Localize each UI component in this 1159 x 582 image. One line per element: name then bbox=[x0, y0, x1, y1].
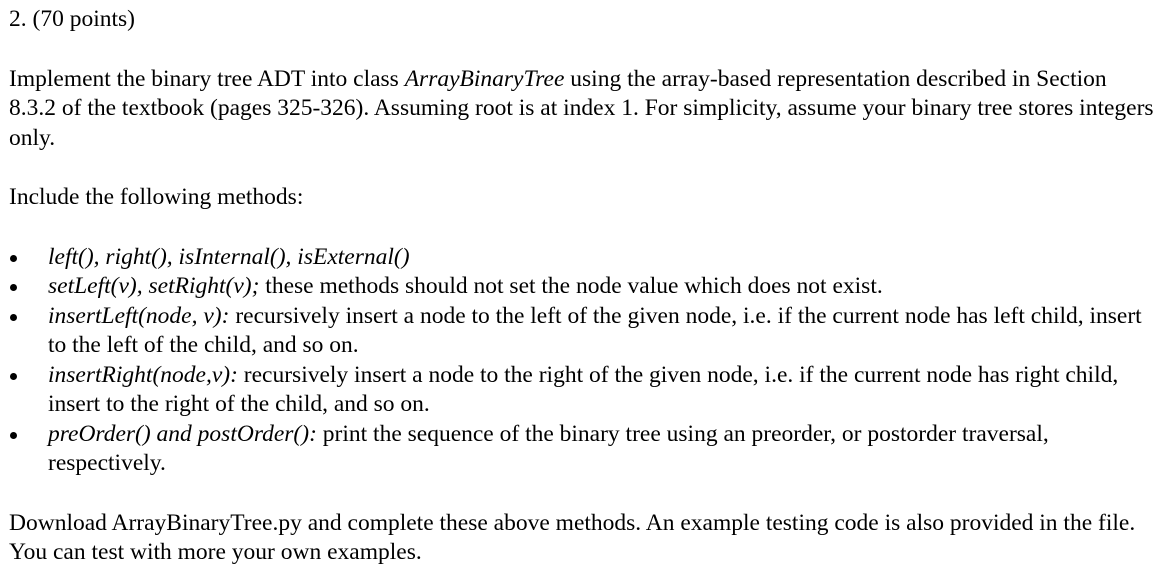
method-signature: left(), right(), isInternal(), isExternal() bbox=[48, 243, 410, 270]
intro-text-1: Implement the binary tree ADT into class bbox=[9, 65, 405, 92]
bullet-icon bbox=[10, 373, 17, 380]
method-description: these methods should not set the node value which does not exist. bbox=[259, 273, 883, 299]
question-heading: 2. (70 points) bbox=[9, 6, 135, 32]
list-item bbox=[9, 420, 1159, 479]
method-description: recursively insert a node to the right of the given node, i.e. if the current node has right child, insert to the right of the child, and so on. bbox=[48, 361, 1119, 417]
include-label: Include the following methods: bbox=[9, 184, 304, 210]
list-item bbox=[9, 361, 1159, 420]
list-item bbox=[9, 243, 1159, 273]
bullet-icon bbox=[10, 432, 17, 439]
method-description: print the sequence of the binary tree using an preorder, or postorder traversal, respectively. bbox=[48, 420, 1049, 476]
method-signature: preOrder() and postOrder(): bbox=[48, 420, 317, 447]
method-signature: insertLeft(node, v): bbox=[48, 302, 230, 329]
method-signature: insertRight(node,v): bbox=[48, 361, 238, 388]
method-signature: setLeft(v), setRight(v); bbox=[48, 273, 260, 299]
download-paragraph: Download ArrayBinaryTree.py and complete these above methods. An example testing code is also provided in the file. You can test with more your own examples. bbox=[9, 509, 1136, 565]
bullet-icon bbox=[10, 255, 17, 262]
bullet-icon bbox=[10, 284, 17, 291]
list-item bbox=[9, 302, 1159, 361]
methods-list bbox=[9, 243, 1159, 479]
intro-text-2: using the array-based representation described in Section 8.3.2 of the textbook (pages 325-326). Assuming root is at index 1. For simplicity, assume your binary tree stores integers only. bbox=[9, 65, 1154, 151]
method-description: recursively insert a node to the left of the given node, i.e. if the current node has left child, insert to the left of the child, and so on. bbox=[48, 302, 1142, 358]
bullet-icon bbox=[10, 314, 17, 321]
intro-paragraph bbox=[9, 65, 1159, 154]
list-item bbox=[9, 272, 1159, 302]
class-name: ArrayBinaryTree bbox=[404, 65, 565, 92]
